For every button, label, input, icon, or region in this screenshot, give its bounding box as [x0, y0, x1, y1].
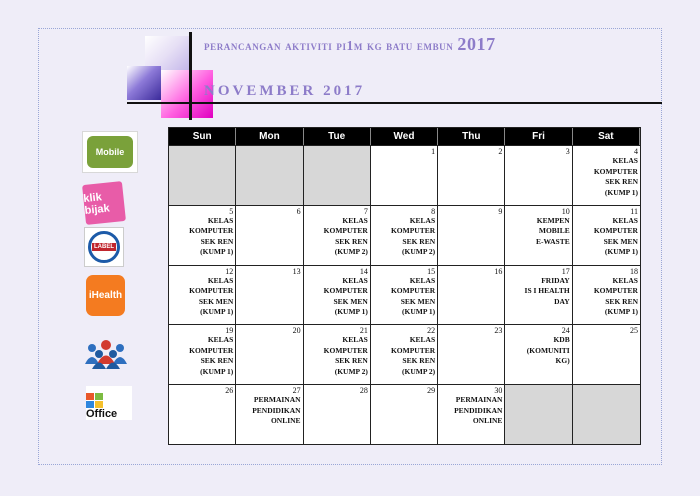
calendar-cell-empty [573, 384, 640, 444]
calendar-cell-empty [304, 145, 371, 205]
calendar-cell-empty [236, 145, 303, 205]
weekday-header-wed: Wed [371, 128, 438, 145]
klik-bijak-logo: klik bijak [82, 181, 126, 225]
calendar-day-cell [438, 265, 505, 325]
event-text: FRIDAY IS I HEALTH DAY [524, 275, 570, 306]
office-logo-text: Office [86, 408, 118, 420]
day-number: 19 [225, 326, 234, 336]
day-number: 15 [427, 266, 436, 276]
header-vertical-rule [189, 32, 192, 120]
calendar-day-cell [371, 384, 438, 444]
event-text: KELAS KOMPUTER SEK MEN (KUMP 1) [390, 275, 436, 317]
day-number: 5 [229, 206, 234, 216]
calendar-day-cell [438, 145, 505, 205]
calendar-cell-empty [169, 145, 236, 205]
day-number: 9 [498, 206, 503, 216]
event-text: KELAS KOMPUTER SEK REN (KUMP 1) [189, 335, 234, 376]
day-number: 7 [363, 206, 368, 216]
calendar-day-cell [438, 205, 505, 265]
mobile-logo-badge: Mobile [87, 136, 133, 168]
calendar-day-cell [304, 265, 371, 325]
day-number: 24 [561, 326, 570, 336]
calendar-day-cell [169, 324, 236, 384]
event-text: PERMAINAN PENDIDIKAN ONLINE [252, 395, 301, 426]
day-number: 12 [225, 266, 234, 276]
calendar-day-cell [505, 145, 572, 205]
ihealth-logo: iHealth [86, 275, 125, 316]
day-number: 23 [494, 326, 503, 336]
event-text: KELAS KOMPUTER SEK REN (KUMP 2) [390, 215, 436, 257]
event-text: KELAS KOMPUTER SEK REN (KUMP 2) [323, 215, 368, 257]
day-number: 25 [629, 326, 638, 336]
calendar-day-cell [169, 384, 236, 444]
calendar-day-cell [573, 324, 640, 384]
day-number: 8 [431, 206, 436, 216]
event-text: KELAS KOMPUTER SEK REN (KUMP 1) [593, 156, 638, 197]
label-logo [84, 227, 124, 267]
people-group-icon [84, 338, 128, 370]
day-number: 28 [359, 386, 368, 396]
day-number: 17 [561, 266, 570, 276]
day-number: 21 [359, 326, 368, 336]
event-text: KDB (KOMUNITI KG) [526, 335, 570, 366]
calendar-day-cell [236, 324, 303, 384]
label-logo-text: LABEL [94, 244, 114, 250]
title-text: perancangan aktiviti pi1m kg batu embun [204, 38, 454, 53]
calendar-day-cell [236, 205, 303, 265]
calendar-day-cell [505, 205, 572, 265]
calendar-day-cell [573, 205, 640, 265]
calendar-day-cell [169, 205, 236, 265]
calendar-day-cell [505, 324, 572, 384]
calendar-day-cell [371, 145, 438, 205]
event-text: KELAS KOMPUTER SEK REN (KUMP 2) [323, 335, 368, 376]
weekday-header-sun: Sun [169, 128, 236, 145]
day-number: 10 [561, 206, 570, 216]
event-text: KELAS KOMPUTER SEK MEN (KUMP 1) [323, 275, 368, 317]
page-title [204, 34, 496, 55]
day-number: 13 [292, 266, 301, 276]
header-decoration-square [127, 66, 161, 100]
calendar-day-cell [438, 324, 505, 384]
day-number: 22 [427, 326, 436, 336]
office-logo [86, 386, 132, 420]
mobile-logo [82, 131, 138, 173]
calendar-day-cell [169, 265, 236, 325]
event-text: KEMPEN MOBILE E-WASTE [535, 215, 570, 246]
calendar-grid [168, 127, 641, 445]
calendar-day-cell [438, 384, 505, 444]
day-number: 26 [225, 386, 234, 396]
weekday-header-thu: Thu [438, 128, 505, 145]
calendar-day-cell [304, 324, 371, 384]
weekday-header-mon: Mon [236, 128, 303, 145]
day-number: 27 [292, 386, 301, 396]
calendar-day-cell [573, 265, 640, 325]
weekday-header-tue: Tue [304, 128, 371, 145]
calendar-day-cell [371, 205, 438, 265]
title-year: 2017 [457, 34, 496, 54]
day-number: 6 [296, 206, 301, 216]
calendar-day-cell [505, 265, 572, 325]
event-text: KELAS KOMPUTER SEK REN (KUMP 2) [390, 335, 436, 376]
event-text: KELAS KOMPUTER SEK REN (KUMP 1) [593, 275, 638, 317]
day-number: 4 [633, 147, 638, 156]
event-text: KELAS KOMPUTER SEK MEN (KUMP 1) [593, 215, 638, 257]
calendar-day-cell [236, 384, 303, 444]
day-number: 29 [427, 386, 436, 396]
day-number: 2 [498, 147, 503, 156]
day-number: 30 [494, 386, 503, 396]
weekday-header-sat: Sat [573, 128, 640, 145]
calendar-day-cell [236, 265, 303, 325]
event-text: PERMAINAN PENDIDIKAN ONLINE [454, 395, 503, 426]
day-number: 3 [565, 147, 570, 156]
label-logo-ring [88, 231, 120, 263]
calendar-day-cell [304, 205, 371, 265]
calendar-day-cell [371, 265, 438, 325]
calendar-day-cell [371, 324, 438, 384]
office-logo-icon [86, 393, 104, 409]
calendar-cell-empty [505, 384, 572, 444]
month-heading: NOVEMBER 2017 [204, 83, 366, 99]
header-horizontal-rule [127, 102, 662, 104]
event-text: KELAS KOMPUTER SEK REN (KUMP 1) [189, 215, 234, 257]
calendar-day-cell [573, 145, 640, 205]
day-number: 16 [494, 266, 503, 276]
day-number: 14 [359, 266, 368, 276]
day-number: 11 [630, 206, 638, 216]
calendar-day-cell [304, 384, 371, 444]
day-number: 20 [292, 326, 301, 336]
event-text: KELAS KOMPUTER SEK MEN (KUMP 1) [189, 275, 234, 317]
weekday-header-fri: Fri [505, 128, 572, 145]
day-number: 18 [629, 266, 638, 276]
day-number: 1 [431, 147, 436, 156]
